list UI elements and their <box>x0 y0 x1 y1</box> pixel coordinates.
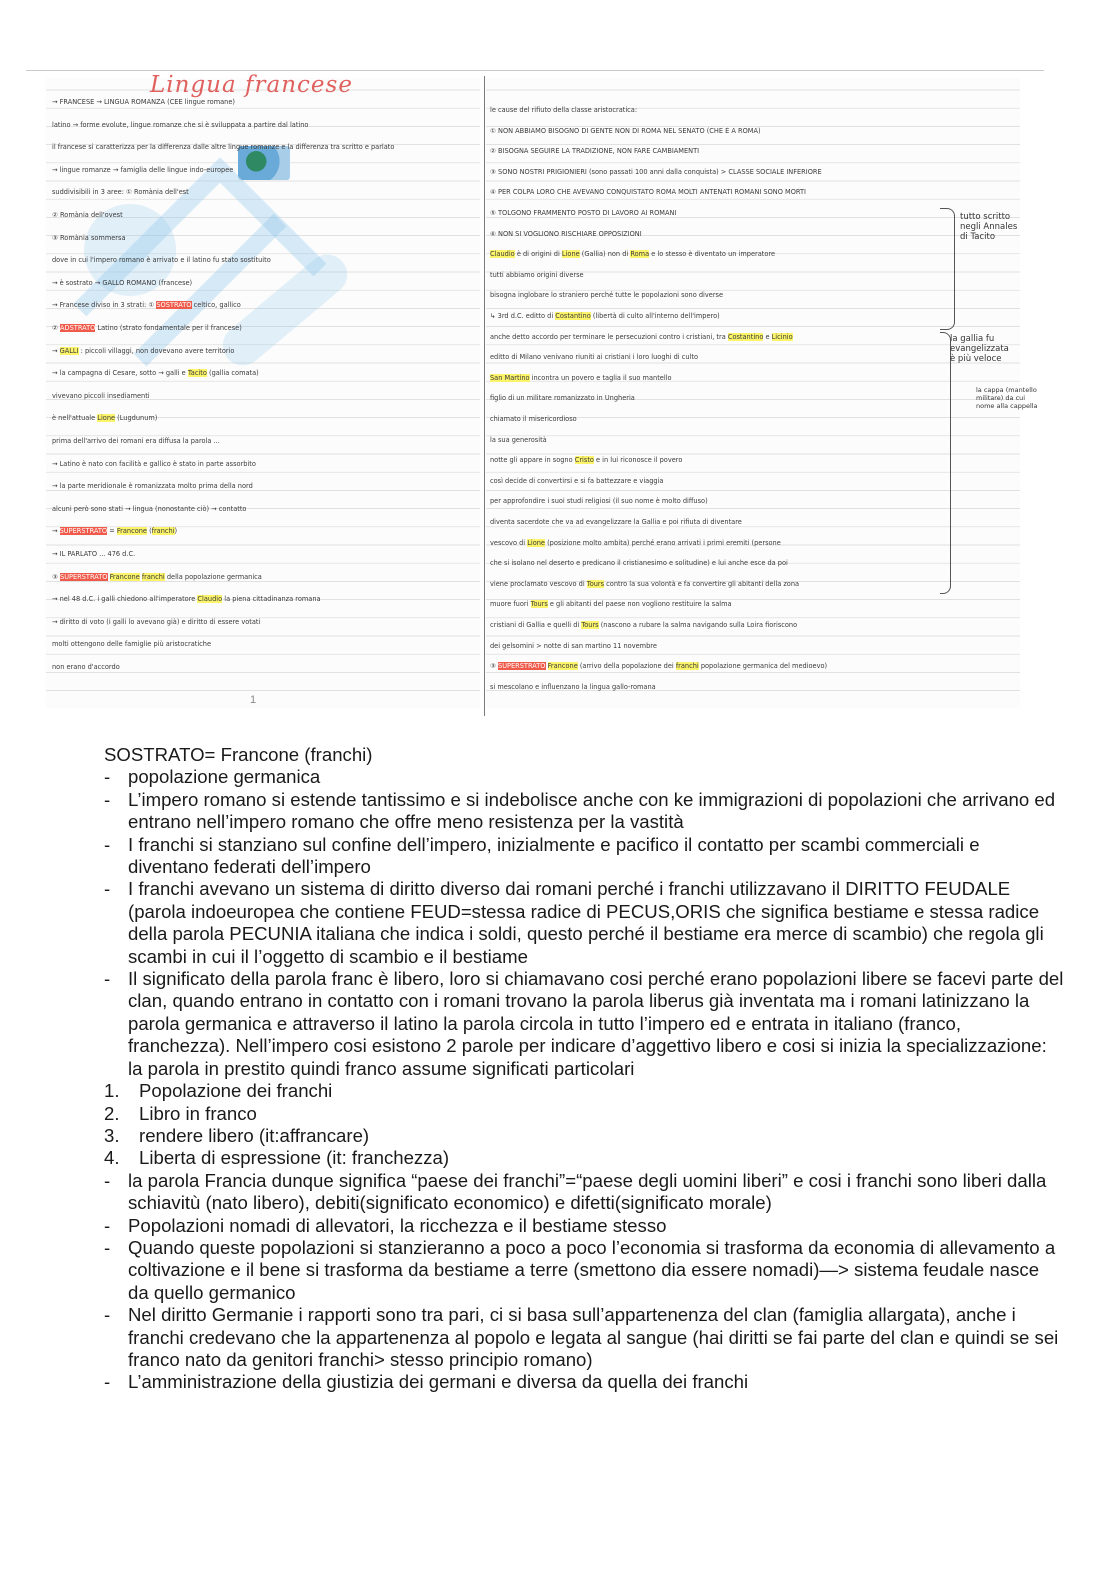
numbered-item-text: Popolazione dei franchi <box>139 1080 333 1102</box>
handwritten-line: alcuni però sono stati → lingua (nonostante ciò) → contatto <box>52 504 247 513</box>
handwritten-line: ③ SUPERSTRATO Francone (arrivo della popolazione dei franchi popolazione germanica del medioevo) <box>490 662 828 671</box>
notes-title: Lingua francese <box>150 72 353 98</box>
handwritten-line: che si isolano nel deserto e predicano il cristianesimo e solitudine) e lui anche esce da poi <box>490 559 788 568</box>
handwritten-line: → SUPERSTRATO = Francone (franchi) <box>52 527 178 536</box>
numbered-item <box>104 1103 1064 1125</box>
handwritten-line: San Martino incontra un povero e taglia il suo mantello <box>490 373 672 382</box>
list-item-text: Quando queste popolazioni si stanzieranno a poco a poco l’economia si trasforma da economia di allevamento a coltivazione e il bene si trasforma da bestiame a terre (smettono dia essere nomadi)—> sistema feudale nasce da quello germanico <box>128 1236 1056 1303</box>
handwritten-line: cristiani di Gallia e quelli di Tours (nascono a rubare la salma navigando sulla Loira fioriscono <box>490 621 798 629</box>
handwritten-line: anche detto accordo per terminare le persecuzioni contro i cristiani, tra Costantino e Licinio <box>490 332 793 341</box>
bullet-marker: - <box>104 968 111 990</box>
section-heading: SOSTRATO= Francone (franchi) <box>104 744 373 765</box>
bullet-marker: - <box>104 878 111 900</box>
handwritten-line: il francese si caratterizza per la differenza dalle altre lingue romanze e la differenza tra scritto e parlato <box>52 143 395 152</box>
list-item-text: Nel diritto Germanie i rapporti sono tra pari, ci si basa sull’appartenenza del clan (famiglia allargata), anche i franchi credevano che la appartenenza al popolo e legata al sangue (hai diritti se fai parte del clan e quindi se sei franco nato da genitori franchi> stesso principio romano) <box>128 1304 1059 1370</box>
list-item <box>104 834 1064 879</box>
handwritten-line: → GALLI : piccoli villaggi, non dovevano avere territorio <box>52 346 235 355</box>
list-item <box>104 1371 1064 1393</box>
handwritten-line: muore fuori Tours e gli abitanti del paese non vogliono restituire la salma <box>490 600 732 609</box>
number-marker: 3. <box>104 1124 120 1146</box>
handwritten-line: ① NON ABBIAMO BISOGNO DI GENTE NON DI ROMA NEL SENATO (CHE È A ROMA) <box>490 126 761 135</box>
handwritten-line: diventa sacerdote che va ad evangelizzare la Gallia e poi rifiuta di diventare <box>490 518 742 526</box>
list-item-text: la parola Francia dunque significa “paese dei franchi”=“paese degli uomini liberi” e cosi i franchi sono liberi dalla schiavitù (nato libero), debiti(significato economico) e difetti(significato morale) <box>128 1169 1047 1214</box>
handwritten-line: → lingue romanze → famiglia delle lingue indo-europee <box>52 165 234 174</box>
handwritten-line: vivevano piccoli insediamenti <box>52 391 150 400</box>
handwritten-line: → nel 48 d.C. i galli chiedono all'imperatore Claudio la piena cittadinanza romana <box>52 595 321 604</box>
handwritten-line: le cause del rifiuto della classe aristocratica: <box>490 106 638 114</box>
handwritten-line: ② BISOGNA SEGUIRE LA TRADIZIONE, NON FARE CAMBIAMENTI <box>490 147 700 156</box>
handwritten-line: vescovo di Lione (posizione molto ambita) perché erano arrivati i primi eremiti (persone <box>490 538 781 547</box>
list-item <box>104 1237 1064 1304</box>
handwritten-line: ⑥ NON SI VOGLIONO RISCHIARE OPPOSIZIONI <box>490 229 642 238</box>
numbered-list <box>104 1080 1064 1170</box>
list-item <box>104 766 1064 788</box>
list-item <box>104 789 1064 834</box>
handwritten-line: ③ SONO NOSTRI PRIGIONIERI (sono passati 100 anni dalla conquista) > CLASSE SOCIALE INFERIORE <box>490 167 822 176</box>
bullet-marker: - <box>104 788 111 810</box>
handwritten-line: → la campagna di Cesare, sotto → galli e Tacito (gallia comata) <box>52 369 259 378</box>
list-item-text: L’amministrazione della giustizia dei germani e diversa da quella dei franchi <box>128 1371 749 1393</box>
handwritten-line: figlio di un militare romanizzato in Ungheria <box>490 394 635 403</box>
number-marker: 1. <box>104 1080 120 1102</box>
bullet-list-a <box>104 766 1064 1080</box>
handwritten-line: bisogna inglobare lo straniero perché tutte le popolazioni sono diverse <box>490 291 724 300</box>
handwritten-line: si mescolano e influenzano la lingua gallo-romana <box>490 682 656 691</box>
numbered-item-text: rendere libero (it:affrancare) <box>139 1124 370 1146</box>
bullet-marker: - <box>104 1304 111 1326</box>
handwritten-line: ③ Romània sommersa <box>52 233 126 242</box>
handwritten-line: viene proclamato vescovo di Tours contro la sua volontà e fa convertire gli abitanti della zona <box>490 579 800 588</box>
handwritten-line: ⑤ TOLGONO FRAMMENTO POSTO DI LAVORO AI ROMANI <box>490 209 677 217</box>
list-item <box>104 1170 1064 1215</box>
numbered-item <box>104 1080 1064 1102</box>
scan-top-border <box>26 70 1044 71</box>
handwritten-line: per approfondire i suoi studi religiosi (il suo nome è molto diffuso) <box>490 497 708 506</box>
side-note-tacito: tutto scritto negli Annales di Tacito <box>960 212 1018 242</box>
handwritten-line: notte gli appare in sogno Cristo e in lui riconosce il povero <box>490 456 683 465</box>
list-item-text: Popolazioni nomadi di allevatori, la ricchezza e il bestiame stesso <box>128 1214 667 1236</box>
list-item-text: I franchi si stanziano sul confine dell’impero, inizialmente e pacifico il contatto per scambi commerciali e diventano federati dell’impero <box>128 833 980 878</box>
number-marker: 2. <box>104 1102 120 1124</box>
list-item-text: Il significato della parola franc è libero, loro si chiamavano cosi perché erano popolazioni libere se facevi parte del clan, quando entrano in contatto con i romani trovano la parola liberus già inventata ma i romani latinizzano la parola germanica e attraverso il latino la parola circola in tutto l’impero ed e entrata in italiano (franco, franchezza). Nell’impero cosi esistono 2 parole per indicare d’aggettivo libero e cosi si inizia la specializzazione: la parola in prestito quindi franco assume significati particolari <box>128 968 1064 1079</box>
bullet-marker: - <box>104 1371 111 1393</box>
handwritten-line: ② ADSTRATO Latino (strato fondamentale per il francese) <box>52 324 242 332</box>
handwritten-line: la sua generosità <box>490 435 547 444</box>
side-note-cappa: la cappa (mantello militare) da cui nome alla cappella <box>976 386 1038 410</box>
handwritten-line: → Francese diviso in 3 strati: ① SOSTRATO celtico, gallico <box>52 301 241 310</box>
handwritten-line: ↳ 3rd d.C. editto di Costantino (libertà di culto all'interno dell'impero) <box>490 312 720 320</box>
bullet-marker: - <box>104 833 111 855</box>
number-marker: 4. <box>104 1147 120 1169</box>
handwritten-line: è nell'attuale Lione (Lugdunum) <box>52 414 158 423</box>
handwritten-line: prima dell'arrivo dei romani era diffusa la parola ... <box>52 437 220 445</box>
bullet-marker: - <box>104 1214 111 1236</box>
handwritten-line: editto di Milano venivano riuniti ai cristiani i loro luoghi di culto <box>490 353 698 362</box>
handwritten-line: → la parte meridionale è romanizzata molto prima della nord <box>52 482 253 491</box>
handwritten-line: Claudio è di origini di Lione (Gallia) non di Roma e lo stesso è diventato un imperatore <box>490 250 776 259</box>
sheet-divider <box>484 76 485 716</box>
handwritten-line: ② Romània dell'ovest <box>52 211 123 219</box>
numbered-item-text: Liberta di espressione (it: franchezza) <box>139 1147 450 1169</box>
handwritten-line: → diritto di voto (i galli lo avevano già) e diritto di essere votati <box>52 617 261 626</box>
bullet-marker: - <box>104 1169 111 1191</box>
numbered-item <box>104 1147 1064 1169</box>
bullet-list-b <box>104 1170 1064 1394</box>
handwritten-line: molti ottengono delle famiglie più aristocratiche <box>52 640 212 649</box>
handwritten-line: tutti abbiamo origini diverse <box>490 270 584 279</box>
handwritten-line: ④ PER COLPA LORO CHE AVEVANO CONQUISTATO ROMA MOLTI ANTENATI ROMANI SONO MORTI <box>490 188 806 197</box>
handwritten-line: suddivisibili in 3 aree: ① Romània dell'est <box>52 188 189 197</box>
handwritten-line: così decide di convertirsi e si fa battezzare e viaggia <box>490 476 664 485</box>
handwritten-line: dove in cui l'impero romano è arrivato e il latino fu stato sostituito <box>52 256 271 265</box>
list-item-text: popolazione germanica <box>128 766 321 788</box>
list-item <box>104 1215 1064 1237</box>
handwritten-line: chiamato il misericordioso <box>490 415 577 423</box>
handwritten-line: dei gelsomini > notte di san martino 11 novembre <box>490 641 657 650</box>
bracket-tacito <box>940 208 955 330</box>
side-note-gallia: la gallia fu evangelizzata è più veloce <box>950 334 1009 364</box>
handwritten-line: → è sostrato → GALLO ROMANO (francese) <box>52 278 193 287</box>
handwritten-line: latino → forme evolute, lingue romanze che si è sviluppata a partire dal latino <box>52 120 309 129</box>
bracket-gallia <box>940 332 951 594</box>
handwritten-line: → Latino è nato con facilità e gallico è stato in parte assorbito <box>52 459 256 468</box>
numbered-item-text: Libro in franco <box>139 1102 257 1124</box>
handwritten-line: → IL PARLATO ... 476 d.C. <box>52 550 136 558</box>
page-number: 1 <box>250 694 257 706</box>
handwritten-line: non erano d'accordo <box>52 663 120 671</box>
list-item-text: I franchi avevano un sistema di diritto diverso dai romani perché i franchi utilizzavano il DIRITTO FEUDALE (parola indoeuropea che contiene FEUD=stessa radice di PECUS,ORIS che significa bestiame e stessa radice della parola PECUNIA italiana che indica i soldi, questo perché il bestiame era merce di scambio) che regola gli scambi in cui il l’oggetto di scambio e il bestiame <box>128 878 1044 967</box>
bullet-marker: - <box>104 1236 111 1258</box>
list-item <box>104 1304 1064 1371</box>
list-item <box>104 878 1064 968</box>
numbered-item <box>104 1125 1064 1147</box>
typed-notes <box>104 744 1064 1394</box>
bullet-marker: - <box>104 766 111 788</box>
list-item-text: L’impero romano si estende tantissimo e si indebolisce anche con ke immigrazioni di popolazioni che arrivano ed entrano nell’impero romano che offre meno resistenza per la vastità <box>128 788 1056 833</box>
handwritten-line: → FRANCESE → LINGUA ROMANZA (CEE lingue romane) <box>52 98 235 106</box>
list-item <box>104 968 1064 1080</box>
scanned-notes-image <box>0 0 1116 720</box>
handwritten-line: ③ SUPERSTRATO Francone franchi della popolazione germanica <box>52 572 262 581</box>
